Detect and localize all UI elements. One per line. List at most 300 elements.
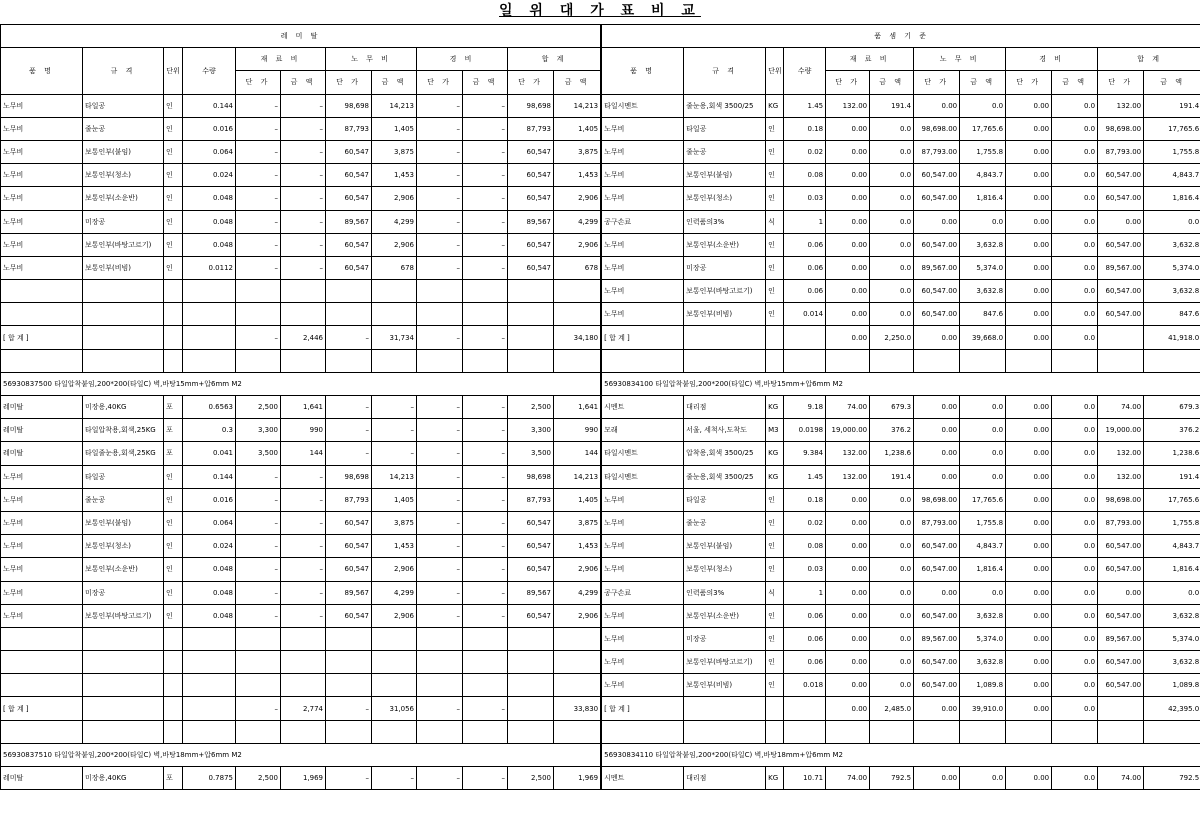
table-cell: – [463,558,508,581]
table-cell [372,303,417,326]
table-cell: 0.00 [914,94,960,117]
table-row [1,651,601,674]
table-cell [508,674,554,697]
table-cell: 89,567 [508,581,554,604]
table-cell: 2,500 [508,396,554,419]
table-cell: 0.00 [1006,535,1052,558]
table-cell: 레미탈 [1,396,83,419]
table-cell: 보통인부(붙임) [684,535,766,558]
table-cell: 1,453 [554,535,601,558]
table-cell: – [417,256,463,279]
table-row [1,604,601,627]
table-cell: 5,374.0 [1144,256,1200,279]
table-cell: 0.014 [784,303,826,326]
table-cell: – [236,488,281,511]
table-cell [281,303,326,326]
table-cell: 990 [554,419,601,442]
table-cell: 보통인부(붙임) [684,164,766,187]
table-cell: – [417,465,463,488]
table-cell: 0.00 [1006,767,1052,790]
table-cell: – [372,767,417,790]
table-cell: 14,213 [554,465,601,488]
table-cell: 0.0 [870,488,914,511]
table-cell: 0.0 [870,140,914,163]
table-cell: 보통인부(바탕고르기) [83,604,164,627]
table-cell: 0.00 [826,164,870,187]
table-cell: 1,755.8 [1144,140,1200,163]
table-cell: 1,238.6 [1144,442,1200,465]
table-cell: 인 [766,164,784,187]
table-cell: 89,567.00 [914,627,960,650]
table-cell: 98,698.00 [914,117,960,140]
table-cell: 60,547 [326,604,372,627]
table-cell: 3,632.8 [1144,604,1200,627]
table-cell: 타일압착용,회색,25KG [83,419,164,442]
table-cell: 990 [281,419,326,442]
table-cell: 인 [164,94,183,117]
table-cell: 98,698.00 [1098,117,1144,140]
table-cell: 98,698 [508,465,554,488]
left-header-title: 레 미 탈 [1,25,601,48]
table-cell: 0.0 [870,256,914,279]
table-cell: 1.45 [784,94,826,117]
table-cell: 678 [554,256,601,279]
total-cell [508,697,554,720]
col-group-exp: 경 비 [417,48,508,71]
table-cell: 4,843.7 [1144,164,1200,187]
table-cell: – [236,535,281,558]
table-cell: 노무비 [1,233,83,256]
table-cell: 보통인부(소운반) [83,187,164,210]
table-cell: 0.00 [826,233,870,256]
table-cell: 3,632.8 [960,604,1006,627]
table-cell: 인 [766,187,784,210]
col-group-lab: 노 무 비 [326,48,417,71]
table-cell: – [281,465,326,488]
table-cell: KG [766,442,784,465]
total-cell: 39,910.0 [960,697,1006,720]
table-cell: 보통인부(청소) [684,187,766,210]
table-cell: 줄눈공 [684,511,766,534]
table-cell: 191.4 [870,465,914,488]
table-cell [164,651,183,674]
table-cell: – [281,210,326,233]
table-cell: 보통인부(비빔) [83,256,164,279]
table-cell: 847.6 [1144,303,1200,326]
table-cell: 인 [766,604,784,627]
table-cell: 0.06 [784,651,826,674]
table-cell: 60,547.00 [1098,280,1144,303]
table-cell [281,280,326,303]
table-cell: 4,843.7 [1144,535,1200,558]
table-cell: 노무비 [1,604,83,627]
table-cell: – [326,419,372,442]
table-cell: 0.00 [1006,117,1052,140]
table-cell: 노무비 [1,256,83,279]
table-cell: 376.2 [1144,419,1200,442]
table-cell: 대리점 [684,396,766,419]
table-cell: 60,547 [326,535,372,558]
table-cell: 미장공 [83,581,164,604]
table-cell: 3,875 [554,511,601,534]
table-cell: 인 [164,117,183,140]
table-cell: 노무비 [602,535,684,558]
table-cell: 노무비 [602,511,684,534]
col-amount: 금 액 [554,71,601,94]
table-cell: 보통인부(붙임) [83,511,164,534]
table-cell: 0.00 [1006,256,1052,279]
table-cell: 1,238.6 [870,442,914,465]
total-cell: 2,446 [281,326,326,349]
table-cell [508,627,554,650]
table-row [1,442,601,465]
table-cell: – [236,210,281,233]
table-cell: – [236,581,281,604]
table-cell: 0.0 [870,280,914,303]
table-cell: – [236,558,281,581]
table-cell: 노무비 [1,187,83,210]
table-cell: 서울, 세척사,도착도 [684,419,766,442]
table-cell: – [463,604,508,627]
section-title: 56930834100 타일압착붙임,200*200(타일C) 벽,바탕15mm+압6mm M2 [602,372,1200,395]
table-cell: 132.00 [826,465,870,488]
table-cell: 132.00 [826,442,870,465]
table-cell: 60,547 [326,233,372,256]
table-cell: 144 [281,442,326,465]
table-cell: 87,793 [326,488,372,511]
table-cell: 인 [164,535,183,558]
table-cell: 2,906 [554,558,601,581]
total-cell: 39,668.0 [960,326,1006,349]
table-cell: – [417,419,463,442]
table-cell: 줄눈용,회색 3500/25 [684,465,766,488]
table-cell: – [417,140,463,163]
table-cell: 줄눈공 [83,488,164,511]
table-row [1,767,601,790]
table-cell: 0.06 [784,256,826,279]
table-cell: 노무비 [602,558,684,581]
table-row [602,164,1200,187]
left-table [0,24,601,790]
table-cell: 89,567 [326,210,372,233]
table-row [1,419,601,442]
col-price: 단 가 [1006,71,1052,94]
table-cell: 노무비 [602,140,684,163]
table-cell: 0.041 [183,442,236,465]
table-cell: 4,843.7 [960,535,1006,558]
right-table [601,24,1200,790]
table-cell [417,303,463,326]
table-cell: 3,632.8 [1144,280,1200,303]
table-cell [281,627,326,650]
table-cell: 3,632.8 [960,280,1006,303]
table-cell [1,651,83,674]
total-cell: 0.00 [914,326,960,349]
total-cell: 42,395.0 [1144,697,1200,720]
table-cell: 0.0 [960,767,1006,790]
table-cell: 132.00 [1098,94,1144,117]
table-row [602,117,1200,140]
table-cell: KG [766,465,784,488]
table-cell: 74.00 [1098,767,1144,790]
table-cell: – [281,511,326,534]
table-cell: 0.0 [1052,233,1098,256]
table-cell: 0.0198 [784,419,826,442]
table-cell: – [281,187,326,210]
table-cell: 타일시멘트 [602,442,684,465]
table-cell: 2,500 [508,767,554,790]
table-cell: 5,374.0 [960,627,1006,650]
col-amount: 금 액 [960,71,1006,94]
table-cell: 132.00 [826,94,870,117]
table-cell: 0.0 [1052,558,1098,581]
table-cell [281,674,326,697]
col-amount: 금 액 [463,71,508,94]
table-cell: 노무비 [602,604,684,627]
table-cell: 1,755.8 [960,140,1006,163]
table-cell: 144 [554,442,601,465]
table-cell: 1,405 [554,488,601,511]
table-cell: KG [766,767,784,790]
table-cell: 87,793.00 [914,511,960,534]
table-cell: 0.0 [1052,419,1098,442]
table-cell: 3,500 [236,442,281,465]
total-cell: [ 합 계 ] [1,697,83,720]
table-cell: – [463,581,508,604]
table-cell [183,674,236,697]
table-cell: – [417,210,463,233]
table-cell: 2,906 [372,187,417,210]
table-cell: 2,906 [554,604,601,627]
table-cell: 인 [164,511,183,534]
table-cell: – [417,604,463,627]
table-cell: 0.00 [1006,651,1052,674]
table-cell: 보통인부(소운반) [684,604,766,627]
table-cell: KG [766,396,784,419]
table-cell: 17,765.6 [1144,117,1200,140]
table-cell: – [281,256,326,279]
table-cell: 19,000.00 [1098,419,1144,442]
table-cell: 60,547.00 [914,535,960,558]
table-cell: 678 [372,256,417,279]
table-cell: 인 [766,488,784,511]
table-cell: 모래 [602,419,684,442]
table-cell: 노무비 [602,233,684,256]
table-cell: 인 [164,604,183,627]
table-cell: 미장용,40KG [83,396,164,419]
table-cell: 0.0 [960,419,1006,442]
table-cell: 14,213 [554,94,601,117]
table-cell: – [463,210,508,233]
table-cell: – [417,581,463,604]
col-price: 단 가 [326,71,372,94]
table-cell: 3,632.8 [1144,233,1200,256]
table-cell: 60,547.00 [914,233,960,256]
table-cell: 60,547.00 [914,187,960,210]
table-cell: 압착용,회색 3500/25 [684,442,766,465]
table-cell: 0.0 [1052,511,1098,534]
table-cell: 0.0 [960,94,1006,117]
table-cell: 0.00 [1006,280,1052,303]
total-cell: 31,056 [372,697,417,720]
table-cell [1,674,83,697]
table-cell: 74.00 [826,767,870,790]
total-cell [164,326,183,349]
table-cell: 0.00 [1006,233,1052,256]
table-cell: 0.03 [784,558,826,581]
table-cell: 노무비 [602,674,684,697]
table-cell: 5,374.0 [960,256,1006,279]
table-cell: 0.0 [1052,674,1098,697]
table-cell: 0.00 [826,651,870,674]
table-cell: 60,547.00 [1098,303,1144,326]
table-cell: 0.0 [870,651,914,674]
table-cell: – [417,233,463,256]
table-cell: 0.0 [1052,117,1098,140]
table-cell: 60,547 [508,511,554,534]
table-cell: 인 [164,187,183,210]
table-cell: 60,547.00 [1098,558,1144,581]
table-cell: M3 [766,419,784,442]
table-cell [183,651,236,674]
table-cell: 보통인부(청소) [83,535,164,558]
table-cell: 0.0 [870,604,914,627]
table-cell: 792.5 [870,767,914,790]
table-cell [372,651,417,674]
table-cell: 0.06 [784,604,826,627]
table-cell: 0.00 [1006,94,1052,117]
table-cell: 9.384 [784,442,826,465]
table-cell: 0.144 [183,94,236,117]
table-cell: 60,547.00 [1098,604,1144,627]
table-cell: 4,843.7 [960,164,1006,187]
table-cell: – [326,442,372,465]
table-row [602,94,1200,117]
table-cell [236,651,281,674]
table-cell: 0.00 [826,627,870,650]
table-cell: 4,299 [372,581,417,604]
table-cell: 60,547 [326,140,372,163]
table-cell: 0.00 [826,581,870,604]
table-cell: – [281,581,326,604]
total-cell: – [463,326,508,349]
table-cell: 191.4 [870,94,914,117]
table-cell: 89,567.00 [914,256,960,279]
table-cell [463,280,508,303]
table-cell [1,627,83,650]
table-row [1,280,601,303]
table-cell: 10.71 [784,767,826,790]
table-cell: – [281,535,326,558]
table-cell: 타일시멘트 [602,94,684,117]
table-cell: 0.00 [1006,488,1052,511]
table-cell: – [463,396,508,419]
table-row [602,187,1200,210]
table-cell: 3,300 [236,419,281,442]
table-cell: 0.06 [784,233,826,256]
table-row [1,187,601,210]
table-cell: 17,765.6 [960,488,1006,511]
table-cell [417,674,463,697]
table-cell: 인 [164,140,183,163]
table-cell: 792.5 [1144,767,1200,790]
table-cell: – [463,511,508,534]
table-cell: 노무비 [602,164,684,187]
table-cell: – [372,442,417,465]
table-cell: KG [766,94,784,117]
table-cell: 타일시멘트 [602,465,684,488]
table-cell: 인 [766,535,784,558]
table-cell [554,674,601,697]
table-row [602,233,1200,256]
table-cell: 60,547.00 [914,558,960,581]
table-cell: 19,000.00 [826,419,870,442]
table-cell: 87,793 [326,117,372,140]
table-cell [417,627,463,650]
table-cell: 0.00 [826,187,870,210]
table-cell: 1,816.4 [960,187,1006,210]
table-cell: 2,500 [236,767,281,790]
table-cell: 0.00 [1006,210,1052,233]
table-cell: 0.0 [870,187,914,210]
table-cell: 인 [766,674,784,697]
table-cell: 포 [164,442,183,465]
table-cell [554,627,601,650]
table-cell: 노무비 [1,558,83,581]
table-cell: 인 [766,140,784,163]
table-cell: 0.048 [183,210,236,233]
table-cell: 60,547 [326,558,372,581]
table-row [1,627,601,650]
table-cell: 공구손료 [602,210,684,233]
table-cell: 3,300 [508,419,554,442]
table-cell: – [417,767,463,790]
table-cell: 인 [164,210,183,233]
table-cell: 0.0 [1052,396,1098,419]
table-cell: 0.00 [1006,396,1052,419]
table-cell: 노무비 [1,465,83,488]
table-cell: 대리점 [684,767,766,790]
col-spec: 규 격 [83,48,164,94]
table-row [1,396,601,419]
table-cell: 60,547.00 [914,280,960,303]
total-cell: 41,918.0 [1144,326,1200,349]
table-cell: 0.00 [1006,604,1052,627]
table-cell [508,303,554,326]
col-amount: 금 액 [372,71,417,94]
table-cell: 0.00 [914,419,960,442]
total-cell: – [236,326,281,349]
table-cell: 줄눈용,회색 3500/25 [684,94,766,117]
table-row [602,465,1200,488]
table-cell: 89,567.00 [1098,627,1144,650]
table-cell [83,303,164,326]
table-row [1,488,601,511]
table-cell: 0.7875 [183,767,236,790]
table-cell: 인 [766,558,784,581]
table-cell: 0.0 [960,465,1006,488]
table-cell: – [236,140,281,163]
table-cell: 노무비 [1,164,83,187]
table-cell: – [463,164,508,187]
table-cell: 보통인부(소운반) [83,558,164,581]
col-group-mat: 재 료 비 [826,48,914,71]
table-cell: 인 [164,164,183,187]
table-cell: – [417,535,463,558]
table-cell: 2,500 [236,396,281,419]
col-group-mat: 재 료 비 [236,48,326,71]
total-cell [83,697,164,720]
